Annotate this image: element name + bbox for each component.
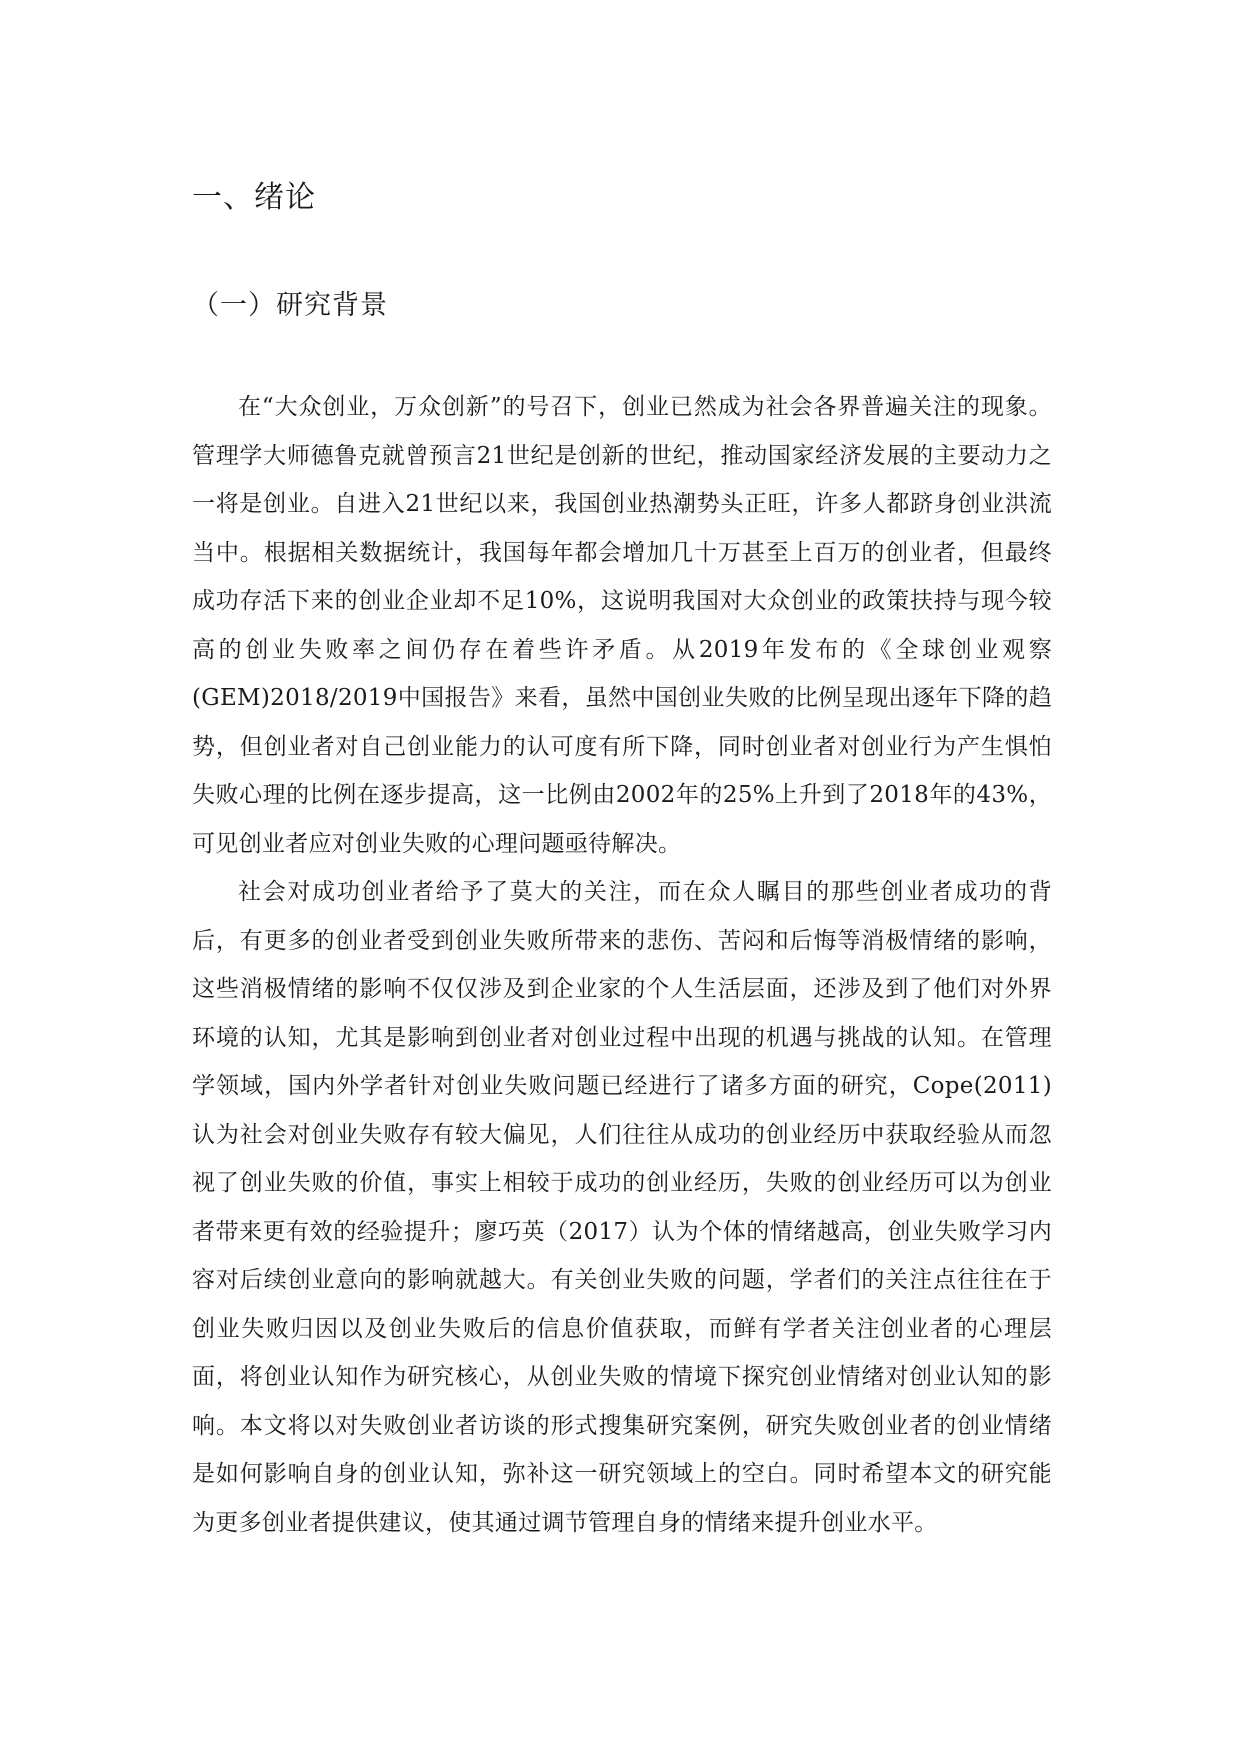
paragraph-1: 在“大众创业，万众创新”的号召下，创业已然成为社会各界普遍关注的现象。管理学大师德鲁克就曾预言21世纪是创新的世纪，推动国家经济发展的主要动力之一将是创业。自进入21世纪以来，我国创业热潮势头正旺，许多人都跻身创业洪流当中。根据相关数据统计，我国每年都会增加几十万甚至上百万的创业者，但最终成功存活下来的创业企业却不足10%，这说明我国对大众创业的政策扶持与现今较高的创业失败率之间仍存在着些许矛盾。从2019年发布的《全球创业观察(GEM)2018/2019中国报告》来看，虽然中国创业失败的比例呈现出逐年下降的趋势，但创业者对自己创业能力的认可度有所下降，同时创业者对创业行为产生惧怕失败心理的比例在逐步提高，这一比例由2002年的25%上升到了2018年的43%，可见创业者应对创业失败的心理问题亟待解决。 xyxy=(192,394,1052,857)
chapter-heading: 一、绪论 xyxy=(192,180,316,215)
body-text xyxy=(192,383,1052,1547)
paragraph-2: 社会对成功创业者给予了莫大的关注，而在众人瞩目的那些创业者成功的背后，有更多的创业者受到创业失败所带来的悲伤、苦闷和后悔等消极情绪的影响，这些消极情绪的影响不仅仅涉及到企业家的个人生活层面，还涉及到了他们对外界环境的认知，尤其是影响到创业者对创业过程中出现的机遇与挑战的认知。在管理学领域，国内外学者针对创业失败问题已经进行了诸多方面的研究，Cope(2011)认为社会对创业失败存有较大偏见，人们往往从成功的创业经历中获取经验从而忽视了创业失败的价值，事实上相较于成功的创业经历，失败的创业经历可以为创业者带来更有效的经验提升；廖巧英（2017）认为个体的情绪越高，创业失败学习内容对后续创业意向的影响就越大。有关创业失败的问题，学者们的关注点往往在于创业失败归因以及创业失败后的信息价值获取，而鲜有学者关注创业者的心理层面，将创业认知作为研究核心，从创业失败的情境下探究创业情绪对创业认知的影响。本文将以对失败创业者访谈的形式搜集研究案例，研究失败创业者的创业情绪是如何影响自身的创业认知，弥补这一研究领域上的空白。同时希望本文的研究能为更多创业者提供建议，使其通过调节管理自身的情绪来提升创业水平。 xyxy=(192,879,1052,1536)
section-heading: （一）研究背景 xyxy=(192,290,388,321)
